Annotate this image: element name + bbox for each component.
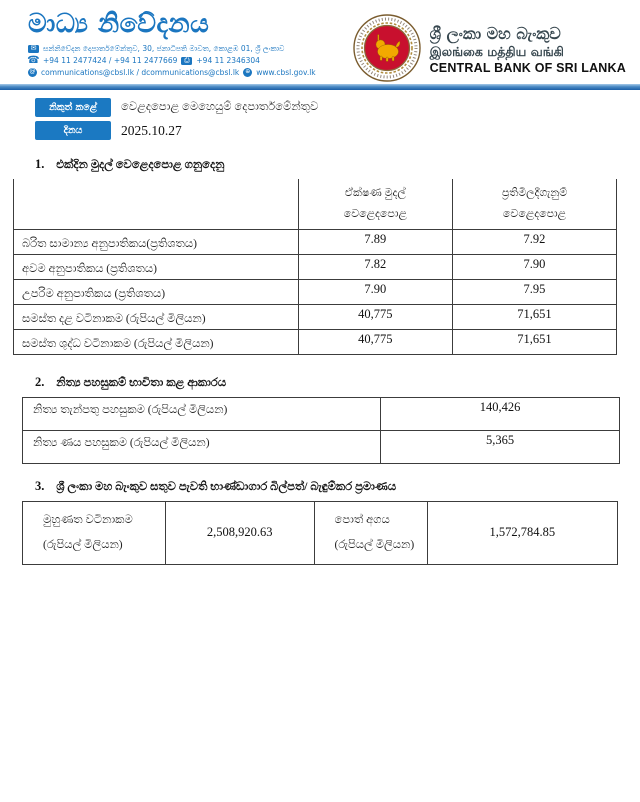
phone-numbers: +94 11 2477424 / +94 11 2477669: [43, 56, 178, 66]
row-label: නිත්‍ය ණය පහසුකම (රුපියල් මිලියන): [23, 430, 381, 463]
globe-icon: ⊕: [245, 68, 251, 76]
email-icon: @: [29, 68, 36, 76]
section2-heading: [35, 375, 640, 390]
section2-number: 2.: [35, 374, 45, 389]
section1-heading: [35, 157, 640, 172]
repo-market-header-line1: ප්‍රතිමිලදීගැනුම්: [501, 186, 568, 199]
row-label: නිත්‍ය තැන්පතු පහසුකම (රුපියල් මිලියන): [23, 397, 381, 430]
repo-value: 7.92: [452, 229, 616, 254]
table-row: [23, 501, 618, 564]
issued-by-row: [35, 98, 640, 117]
row-label: සමස්ත දළ වටිනාකම (රුපියල් මිලියන): [14, 304, 299, 329]
table-row: [14, 254, 617, 279]
call-value: 7.89: [298, 229, 452, 254]
section2-title: නිත්‍ය පහසුකම් භාවිතා කළ ආකාරය: [56, 376, 227, 389]
document-body: [0, 157, 640, 565]
fax-number: +94 11 2346304: [196, 56, 260, 66]
row-label: සමස්ත ශුද්ධ වටිනාකම (රුපියල් මිලියන): [14, 329, 299, 354]
issued-by-badge: නිකුත් කළේ: [35, 98, 111, 117]
masthead-left: [28, 10, 316, 79]
bank-name-tamil: இலங்கை மத்திய வங்கி: [429, 43, 564, 59]
table-row: [23, 430, 620, 463]
empty-header-cell: [14, 179, 299, 229]
cbsl-logo-icon: [353, 14, 421, 87]
table-row: [14, 229, 617, 254]
bank-name-sinhala: ශ්‍රී ලංකා මහ බැංකුව: [429, 23, 561, 43]
book-value-label-line1: පොත් අගය: [334, 514, 390, 527]
meta-block: [35, 98, 640, 140]
cbsl-holdings-table: [22, 501, 618, 565]
website-url: www.cbsl.gov.lk: [256, 67, 316, 77]
address-text: සන්නිවේදන දෙපාර්තමේන්තුව, 30, ජනාධිපති මාවත, කොළඹ 01, ශ්‍රී ලංකාව: [43, 43, 285, 53]
repo-value: 7.95: [452, 279, 616, 304]
envelope-icon: ✉: [28, 45, 39, 53]
book-value-label-line2: (රුපියල් මිලියන): [334, 538, 415, 551]
section3-title: ශ්‍රී ලංකා මහ බැංකුව සතුව පැවති භාණ්ඩාගාර බිල්පත්/ බැඳුම්කර ප්‍රමාණය: [56, 480, 397, 493]
table-row: [23, 397, 620, 430]
face-value-label: [23, 501, 166, 564]
table-row: [14, 304, 617, 329]
call-market-header-line1: ඒක්ෂණ මුදල්: [344, 186, 406, 199]
call-market-header: [298, 179, 452, 229]
page-title: මාධ්‍ය නිවේදනය: [28, 9, 210, 39]
money-market-table: [13, 179, 617, 355]
row-value: 140,426: [381, 397, 620, 430]
issued-by-value: වෙළදපොළ මෙහෙයුම් දෙපාර්තමේන්තුව: [121, 101, 319, 113]
book-value-label: [314, 501, 427, 564]
table-row: [14, 279, 617, 304]
section3-number: 3.: [35, 478, 45, 493]
masthead: [0, 0, 640, 84]
row-value: 5,365: [381, 430, 620, 463]
email-addresses: communications@cbsl.lk / dcommunications@cbsl.lk: [41, 67, 240, 77]
row-label: අවම අනුපාතිකය (ප්‍රතිශතය): [14, 254, 299, 279]
section1-title: එක්දින මුදල් වෙළෙදපොළ ගනුදෙනු: [56, 159, 225, 171]
date-badge: දිනය: [35, 121, 111, 140]
table-row: [14, 329, 617, 354]
phone-icon: ☎: [27, 54, 40, 66]
bank-name-block: [430, 24, 626, 78]
face-value-label-line1: මුහුණත වටිනාකම: [43, 514, 133, 527]
bank-name-english: CENTRAL BANK OF SRI LANKA: [429, 60, 626, 75]
repo-market-header-line2: වෙළෙදපොළ: [502, 207, 567, 220]
book-value: 1,572,784.85: [427, 501, 617, 564]
fax-printer-icon: ⎙: [181, 57, 192, 65]
row-label: බරිත සාමාන්‍ය අනුපාතිකය(ප්‍රතිශතය): [14, 229, 299, 254]
face-value: 2,508,920.63: [165, 501, 314, 564]
face-value-label-line2: (රුපියල් මිලියන): [43, 538, 123, 551]
row-label: උපරිම අනුපාතිකය (ප්‍රතිශතය): [14, 279, 299, 304]
repo-value: 71,651: [452, 304, 616, 329]
repo-market-header: [452, 179, 616, 229]
address-line: [28, 44, 316, 54]
call-value: 40,775: [298, 329, 452, 354]
section1-number: 1.: [35, 157, 45, 171]
repo-value: 71,651: [452, 329, 616, 354]
table-header-row: [14, 179, 617, 229]
masthead-right: [353, 10, 630, 87]
repo-value: 7.90: [452, 254, 616, 279]
email-line: [28, 68, 316, 77]
call-market-header-line2: වෙළෙදපොළ: [343, 207, 407, 220]
phone-line: [28, 56, 316, 66]
date-row: [35, 121, 640, 140]
standing-facilities-table: [22, 397, 620, 464]
call-value: 40,775: [298, 304, 452, 329]
call-value: 7.90: [298, 279, 452, 304]
call-value: 7.82: [298, 254, 452, 279]
date-value: 2025.10.27: [121, 122, 182, 138]
section3-heading: [35, 479, 640, 494]
